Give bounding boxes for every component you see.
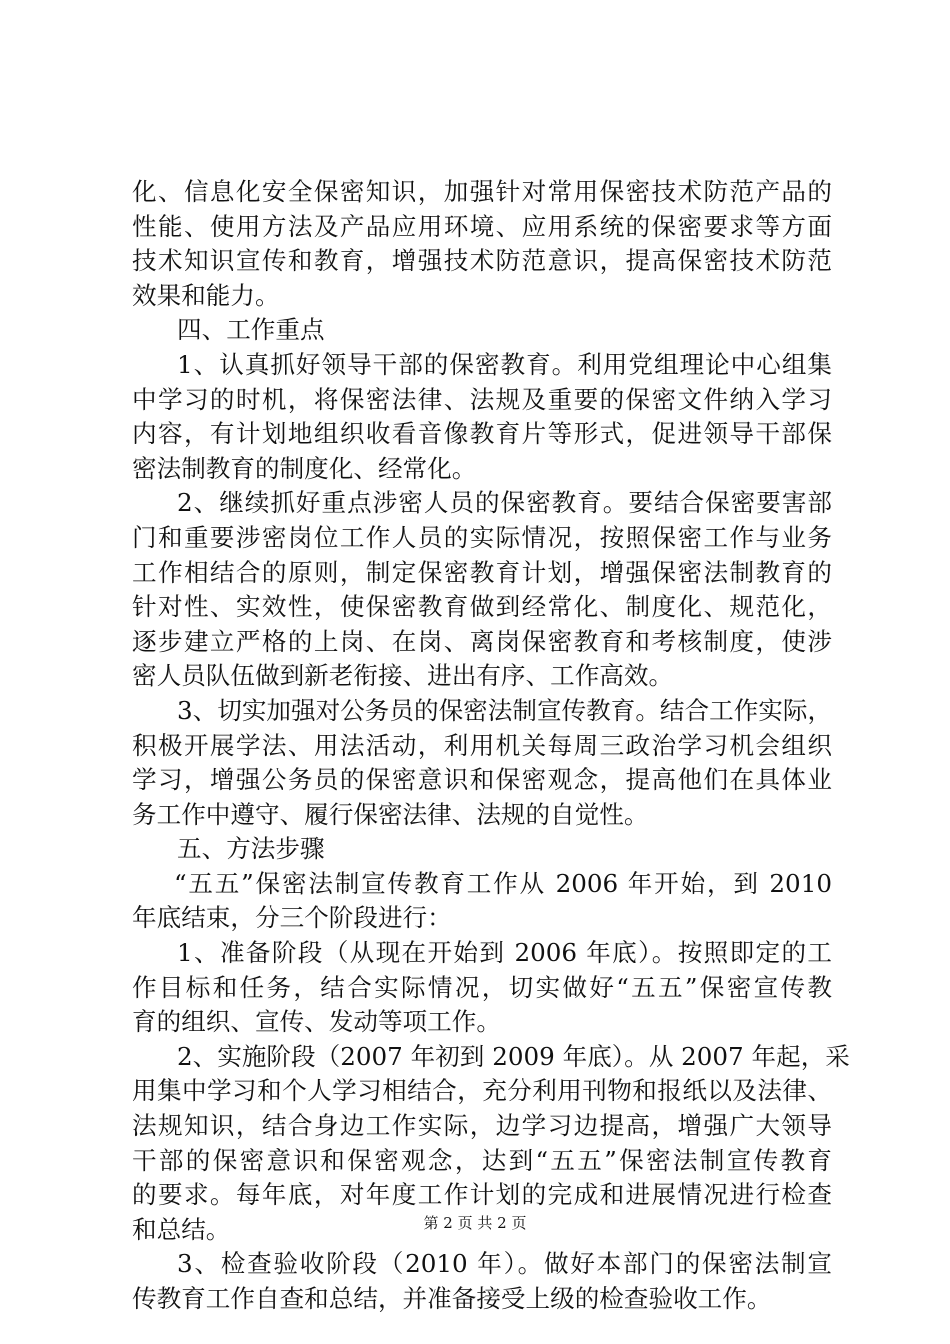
text-line: 门和重要涉密岗位工作人员的实际情况，按照保密工作与业务 [132,522,832,552]
text-line: 的要求。每年底，对年度工作计划的完成和进展情况进行检查 [132,1180,832,1210]
text-line: 务工作中遵守、履行保密法律、法规的自觉性。 [132,799,649,829]
text-line: 传教育工作自查和总结，并准备接受上级的检查验收工作。 [132,1284,772,1313]
text-line: 五、方法步骤 [177,834,325,864]
text-line: 2、继续抓好重点涉密人员的保密教育。要结合保密要害部 [177,488,832,518]
text-line: 密人员队伍做到新老衔接、进出有序、工作高效。 [132,661,674,691]
text-line: 法规知识，结合身边工作实际，边学习边提高，增强广大领导 [132,1111,832,1141]
text-line: 效果和能力。 [132,280,280,310]
document-body [132,175,850,1317]
text-line: 性能、使用方法及产品应用环境、应用系统的保密要求等方面 [132,211,832,241]
text-line: 中学习的时机，将保密法律、法规及重要的保密文件纳入学习 [132,384,832,414]
page-footer: 第 2 页 共 2 页 [423,1214,527,1232]
text-line: 四、工作重点 [177,315,325,345]
text-line: 3、切实加强对公务员的保密法制宣传教育。结合工作实际， [177,695,833,725]
text-line: 作目标和任务，结合实际情况，切实做好“五五”保密宣传教 [132,972,832,1002]
text-line: 密法制教育的制度化、经常化。 [132,453,477,483]
text-line: “五五”保密法制宣传教育工作从 2006 年开始，到 2010 [174,868,832,898]
text-line: 逐步建立严格的上岗、在岗、离岗保密教育和考核制度，使涉 [132,626,832,656]
text-line: 3、检查验收阶段（2010 年）。做好本部门的保密法制宣 [177,1249,832,1279]
text-line: 学习，增强公务员的保密意识和保密观念，提高他们在具体业 [132,765,832,795]
text-line: 年底结束，分三个阶段进行： [132,903,452,933]
text-line: 1、认真抓好领导干部的保密教育。利用党组理论中心组集 [177,349,832,379]
text-line: 2、实施阶段（2007 年初到 2009 年底）。从 2007 年起，采 [177,1041,850,1071]
text-line: 技术知识宣传和教育，增强技术防范意识，提高保密技术防范 [132,246,832,276]
text-line: 用集中学习和个人学习相结合，充分利用刊物和报纸以及法律、 [132,1076,832,1106]
text-line: 干部的保密意识和保密观念，达到“五五”保密法制宣传教育 [132,1145,832,1175]
text-line: 1、准备阶段（从现在开始到 2006 年底）。按照即定的工 [177,938,832,968]
text-line: 和总结。 [132,1214,231,1244]
text-line: 育的组织、宣传、发动等项工作。 [132,1007,501,1037]
text-line: 针对性、实效性，使保密教育做到经常化、制度化、规范化， [132,592,832,622]
text-line: 积极开展学法、用法活动，利用机关每周三政治学习机会组织 [132,730,832,760]
text-line: 内容，有计划地组织收看音像教育片等形式，促进领导干部保 [132,419,832,449]
text-line: 化、信息化安全保密知识，加强针对常用保密技术防范产品的 [132,177,832,206]
text-line: 工作相结合的原则，制定保密教育计划，增强保密法制教育的 [132,557,832,587]
